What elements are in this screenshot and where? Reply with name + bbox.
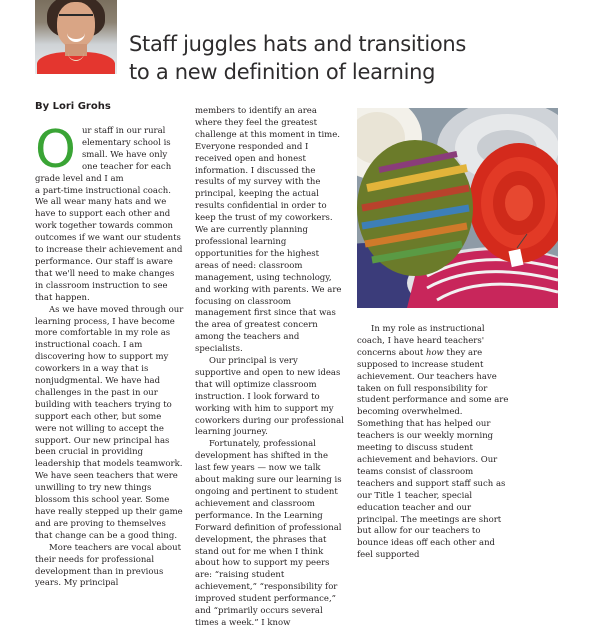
paragraph-1 (35, 120, 184, 305)
p7-emphasis: how (425, 347, 444, 358)
headline (129, 30, 489, 86)
byline: By Lori Grohs (35, 101, 111, 112)
p1-line: small. We have only (81, 149, 168, 160)
paragraph-4: members to identify an area where they feel the greatest challenge at this moment in time. Everyone responded and I received open and honest information. I discussed the results of my survey with the principal, keeping the actual results confidential in order to keep the trust of my coworkers. We are currently planning professional learning opportunities for the highest areas of need: classroom management, using technology, and working with parents. We are focusing on classroom management first since that was the area of greatest concern among the teachers and specialists. (195, 106, 342, 355)
headline-line-2: to a new definition of learning (129, 60, 436, 84)
paragraph-7 (357, 324, 509, 562)
p1-line: one teacher for each (81, 161, 172, 172)
author-photo (35, 0, 117, 74)
paragraph-5: Our principal is very supportive and open to new ideas that will optimize classroom instruction. I look forward to working with him to support my coworkers during our professional learning journey. (195, 356, 344, 438)
column-2 (195, 106, 344, 630)
paragraph-2: As we have moved through our learning process, I have become more comfortable in my role as instructional coach. I am discovering how to support my coworkers in a way that is nonjudgmental. We have had challenges in the past in our building with teachers trying to support each other, but some were not willing to accept the support. Our new principal has been crucial in providing leadership that models teamwork. We have seen teachers that were unwilling to try new things blossom this school year. Some have really stepped up their game and are proving to themselves that change can be a good thing. (35, 304, 184, 541)
paragraph-6: Fortunately, professional development has shifted in the last few years — now we talk about making sure our learning is ongoing and pertinent to student achievement and classroom performance. In the Learning Forward definition of professional development, the phrases that stand out for me when I think about how to support my peers are: “raising student achievement,” “responsibility for improved student performance,” and “primarily occurs several times a week.” I know (195, 439, 342, 628)
p1-line: elementary school is (81, 137, 171, 148)
p1-rest: a part-time instructional coach. We all wear many hats and we have to support each other and work together towards common outcomes if we want our students to increase their achievement and performance. Our staff is aware that we'll need to make changes in classroom instruction to see that happen. (35, 185, 183, 303)
drop-cap: O (35, 120, 76, 180)
p1-line: ur staff in our rural (81, 126, 166, 136)
p7-start: In my role as instructional coach, I have heard teachers' concerns about (357, 324, 485, 358)
p7-end: they are supposed to increase student achievement. Our teachers have taken on full responsibility for student performance and some are becoming overwhelmed. Something that has helped our teachers is our weekly morning meeting to discuss student achievement and behaviors. Our teams consist of classroom teachers and support staff such as our Title 1 teacher, special education teacher and our principal. The meetings are short but allow for our teachers to bounce ideas off each other and feel supported (357, 347, 509, 561)
paragraph-3: More teachers are vocal about their needs for professional development than in previous years. My principal (35, 542, 182, 589)
hats-photo (357, 108, 558, 308)
column-1 (35, 120, 184, 590)
headline-line-1: Staff juggles hats and transitions (129, 32, 467, 56)
column-3 (357, 324, 509, 562)
p1-line: grade level and I am (35, 173, 124, 184)
